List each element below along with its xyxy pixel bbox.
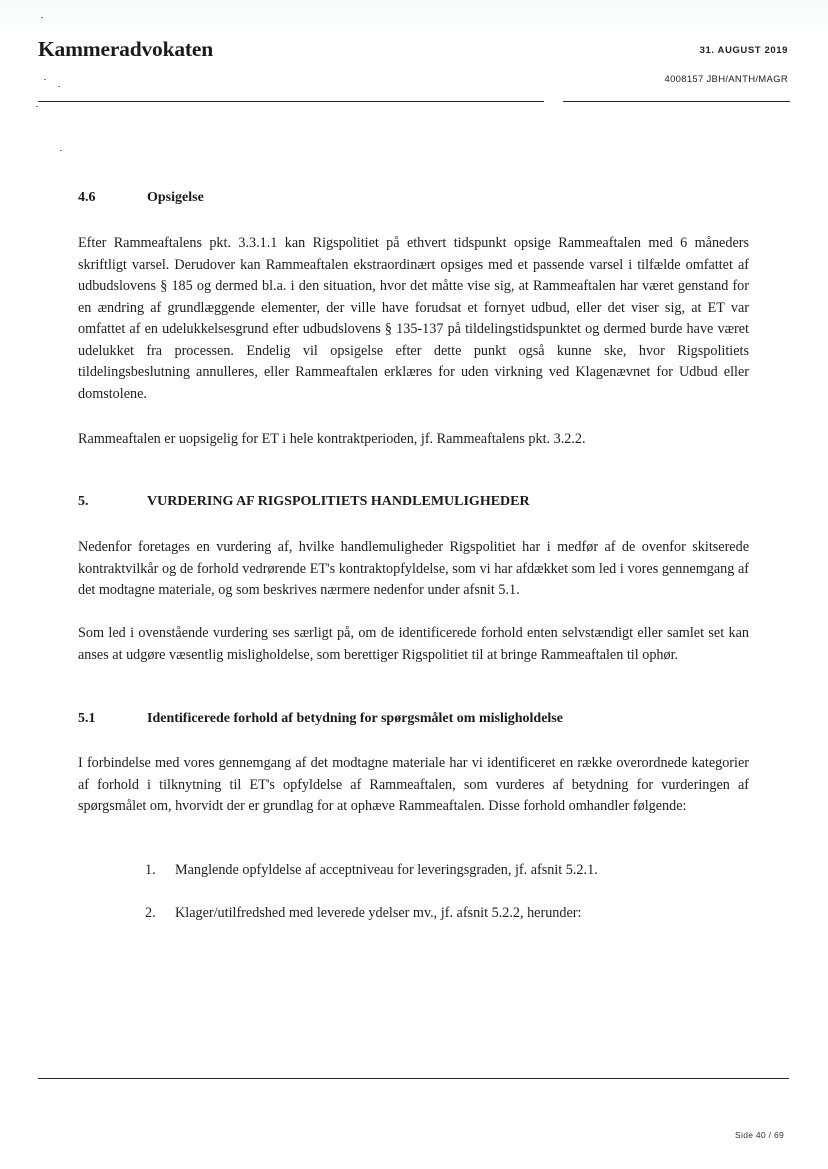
header-rule-left bbox=[38, 101, 544, 102]
footer-rule bbox=[38, 1078, 789, 1079]
section-title: Identificerede forhold af betydning for spørgsmålet om misligholdelse bbox=[147, 711, 563, 726]
section-number: 4.6 bbox=[78, 190, 96, 205]
list-item-text: Klager/utilfredshed med leverede ydelser mv., jf. afsnit 5.2.2, herunder: bbox=[175, 905, 582, 921]
scan-speck bbox=[58, 86, 60, 87]
section-title: Opsigelse bbox=[147, 190, 204, 205]
page-top-tint bbox=[0, 0, 828, 38]
firm-logo: Kammeradvokaten bbox=[38, 37, 213, 61]
list-item-number: 2. bbox=[145, 905, 156, 921]
page-number: Side 40 / 69 bbox=[735, 1130, 784, 1140]
section-number: 5. bbox=[78, 494, 89, 509]
scan-speck bbox=[41, 17, 43, 18]
paragraph: Efter Rammeaftalens pkt. 3.3.1.1 kan Rigspolitiet på ethvert tidspunkt opsige Rammeaftalen med 6 måneders skriftligt varsel. Derudover kan Rammeaftalen ekstraordinært opsiges med et passende varsel i tilfælde omfattet af udbudslovens § 185 og dermed bl.a. i den situation, hvor det måtte vise sig, at Rammeaftalen har været genstand for en ændring af grundlæggende elementer, der ville have forudsat et fornyet udbud, eller det viser sig, at ET var omfattet af en udelukkelsesgrund efter udbudslovens § 135-137 på tildelingstidspunktet og dermed burde have været udelukket fra processen. Endelig vil opsigelse efter dette punkt også kunne ske, hvor Rigspolitiets tildelingsbeslutning annulleres, eller Rammeaftalen erklæres for uden virkning ved Klagenævnet for Udbud eller domstolene. bbox=[78, 235, 749, 402]
paragraph: Som led i ovenstående vurdering ses særligt på, om de identificerede forhold enten selvstændigt eller samlet set kan anses at udgøre væsentlig misligholdelse, som berettiger Rigspolitiet til at bringe Rammeaftalen til ophør. bbox=[78, 625, 749, 663]
document-reference: 4008157 JBH/ANTH/MAGR bbox=[664, 74, 788, 85]
header-rule-right bbox=[563, 101, 790, 102]
document-date: 31. AUGUST 2019 bbox=[699, 45, 788, 56]
paragraph: I forbindelse med vores gennemgang af det modtagne materiale har vi identificeret en række overordnede kategorier af forhold i tilknytning til ET's opfyldelse af Rammeaftalen, som vurderes af betydning for vurderingen af spørgsmålet om, hvorvidt der er grundlag for at ophæve Rammeaftalen. Disse forhold omhandler følgende: bbox=[78, 755, 749, 814]
list-item-text: Manglende opfyldelse af acceptniveau for leveringsgraden, jf. afsnit 5.2.1. bbox=[175, 862, 598, 878]
paragraph: Nedenfor foretages en vurdering af, hvilke handlemuligheder Rigspolitiet har i medfør af de ovenfor skitserede kontraktvilkår og de forhold vedrørende ET's kontraktopfyldelse, som vi har afdækket som led i vores gennemgang af det modtagne materiale, og som beskrives nærmere nedenfor under afsnit 5.1. bbox=[78, 539, 749, 598]
scan-speck bbox=[44, 79, 46, 80]
scan-speck bbox=[60, 150, 62, 151]
list-item-number: 1. bbox=[145, 862, 156, 878]
section-number: 5.1 bbox=[78, 711, 96, 726]
scan-speck bbox=[36, 106, 38, 107]
paragraph: Rammeaftalen er uopsigelig for ET i hele kontraktperioden, jf. Rammeaftalens pkt. 3.2.2. bbox=[78, 431, 586, 447]
section-title: VURDERING AF RIGSPOLITIETS HANDLEMULIGHEDER bbox=[147, 494, 530, 509]
